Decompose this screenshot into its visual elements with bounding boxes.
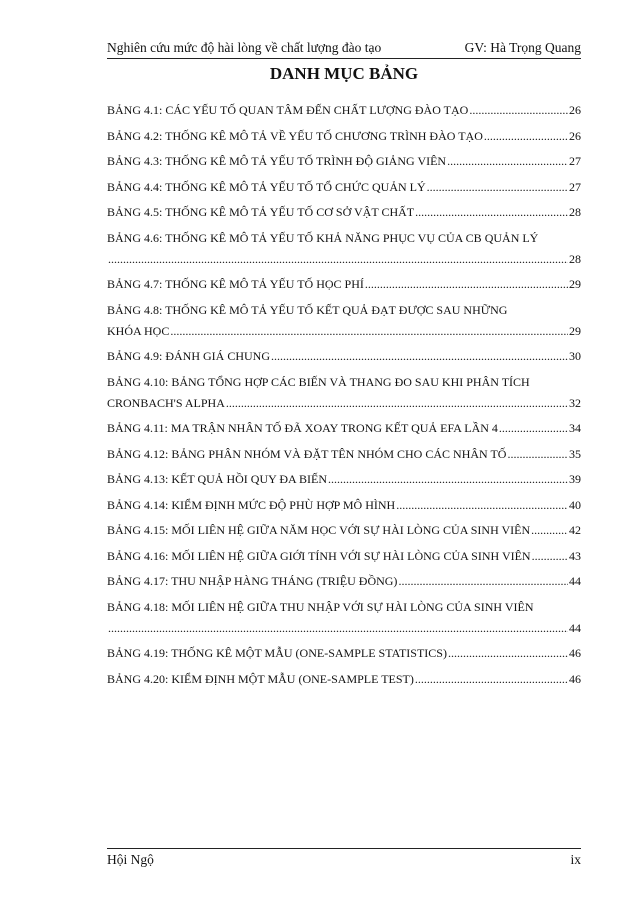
dot-leader [396, 495, 568, 516]
toc-entry[interactable] [107, 228, 581, 270]
dot-leader [469, 100, 568, 121]
toc-entry[interactable] [107, 643, 581, 664]
toc-entry[interactable] [107, 597, 581, 639]
dot-leader [271, 346, 568, 367]
toc-entry-page: 30 [569, 349, 581, 363]
toc-entry-line [107, 571, 581, 592]
toc-entry-line [107, 520, 581, 541]
toc-entry[interactable] [107, 444, 581, 465]
toc-entry-label: BẢNG 4.4: THỐNG KÊ MÔ TẢ YẾU TỐ TỔ CHỨC QUẢN LÝ [107, 179, 426, 194]
dot-leader [484, 126, 568, 147]
toc-entry-page: 27 [569, 154, 581, 168]
toc-entry-label: BẢNG 4.10: BẢNG TỔNG HỢP CÁC BIẾN VÀ THANG ĐO SAU KHI PHÂN TÍCH [107, 374, 530, 389]
toc-entry-page: 27 [569, 179, 581, 194]
toc-entry-line [107, 469, 581, 490]
page-header [107, 40, 581, 58]
toc-entry-label: BẢNG 4.1: CÁC YẾU TỐ QUAN TÂM ĐẾN CHẤT LƯỢNG ĐÀO TẠO [107, 103, 469, 117]
toc-entry-label: BẢNG 4.9: ĐÁNH GIÁ CHUNG [107, 349, 270, 363]
toc-entry-line [107, 546, 581, 567]
dot-leader [415, 669, 568, 690]
header-rule [107, 58, 581, 59]
toc-entry-label-continued: KHÓA HỌC [107, 323, 170, 338]
toc-entry-page: 39 [569, 472, 581, 486]
toc-entry-page: 40 [569, 497, 581, 512]
toc-entry-line [107, 126, 581, 147]
toc-entry-label: BẢNG 4.8: THỐNG KÊ MÔ TẢ YẾU TỐ KẾT QUẢ ĐẠT ĐƯỢC SAU NHỮNG [107, 302, 508, 317]
header-lecturer: GV: Hà Trọng Quang [464, 40, 581, 55]
toc-entry[interactable] [107, 495, 581, 516]
toc-entry-label: BẢNG 4.5: THỐNG KÊ MÔ TẢ YẾU TỐ CƠ SỞ VẬT CHẤT [107, 205, 415, 219]
dot-leader [448, 643, 568, 664]
dot-leader [365, 274, 568, 295]
toc-entry-line [107, 202, 581, 223]
header-document-title: Nghiên cứu mức độ hài lòng về chất lượng đào tạo [107, 40, 382, 55]
toc-entry-label: BẢNG 4.11: MA TRẬN NHÂN TỐ ĐÃ XOAY TRONG KẾT QUẢ EFA LẦN 4 [107, 421, 498, 435]
dot-leader [170, 321, 568, 342]
dot-leader [108, 249, 568, 270]
dot-leader [108, 618, 568, 639]
toc-entry-page: 32 [569, 395, 581, 410]
toc-entry-page: 29 [569, 277, 581, 291]
toc-entry[interactable] [107, 202, 581, 223]
toc-entry-page: 28 [569, 205, 581, 219]
toc-entry[interactable] [107, 274, 581, 295]
toc-entry-label: BẢNG 4.6: THỐNG KÊ MÔ TẢ YẾU TỐ KHẢ NĂNG PHỤC VỤ CỦA CB QUẢN LÝ [107, 230, 539, 245]
toc-entry[interactable] [107, 346, 581, 367]
toc-entry[interactable] [107, 372, 581, 414]
toc-entry-label: BẢNG 4.15: MỐI LIÊN HỆ GIỮA NĂM HỌC VỚI SỰ HÀI LÒNG CỦA SINH VIÊN [107, 523, 531, 537]
toc-entry-label-continued: CRONBACH'S ALPHA [107, 395, 225, 410]
toc-entry-page: 29 [569, 323, 581, 338]
toc-entry-line [107, 495, 581, 516]
toc-entry-label: BẢNG 4.19: THỐNG KÊ MỘT MẪU (ONE-SAMPLE STATISTICS) [107, 646, 447, 660]
toc-entry-label: BẢNG 4.14: KIỂM ĐỊNH MỨC ĐỘ PHÙ HỢP MÔ HÌNH [107, 497, 396, 512]
toc-entry-page: 43 [569, 548, 581, 563]
toc-entry-line [107, 669, 581, 690]
toc-entry[interactable] [107, 469, 581, 490]
toc-entry-line [107, 418, 581, 439]
toc-entry-label: BẢNG 4.16: MỐI LIÊN HỆ GIỮA GIỚI TÍNH VỚI SỰ HÀI LÒNG CỦA SINH VIÊN [107, 548, 531, 563]
toc-entry-label: BẢNG 4.20: KIỂM ĐỊNH MỘT MẪU (ONE-SAMPLE TEST) [107, 671, 414, 686]
toc-entry-page: 46 [569, 671, 581, 686]
dot-leader [531, 520, 568, 541]
toc-entry-page: 42 [569, 523, 581, 537]
dot-leader [499, 418, 568, 439]
toc-entry-line [107, 346, 581, 367]
toc-entry[interactable] [107, 177, 581, 198]
dot-leader [447, 151, 568, 172]
dot-leader [427, 177, 568, 198]
toc-entry-line [107, 643, 581, 664]
toc-entry-page: 35 [569, 446, 581, 461]
table-list [107, 100, 581, 694]
toc-entry-line [107, 100, 581, 121]
toc-entry-label: BẢNG 4.18: MỐI LIÊN HỆ GIỮA THU NHẬP VỚI SỰ HÀI LÒNG CỦA SINH VIÊN [107, 599, 534, 614]
toc-entry-page: 46 [569, 646, 581, 660]
toc-entry-label: BẢNG 4.13: KẾT QUẢ HỒI QUY ĐA BIẾN [107, 472, 327, 486]
toc-entry[interactable] [107, 571, 581, 592]
toc-entry-page: 44 [569, 620, 581, 635]
toc-entry[interactable] [107, 418, 581, 439]
toc-entry-line [107, 618, 581, 639]
dot-leader [532, 546, 568, 567]
toc-entry-page: 26 [569, 103, 581, 117]
dot-leader [507, 444, 568, 465]
toc-entry-line [107, 274, 581, 295]
dot-leader [226, 393, 568, 414]
toc-entry-line [107, 444, 581, 465]
toc-entry-line [107, 177, 581, 198]
page-number: ix [570, 852, 581, 867]
toc-entry-page: 28 [569, 251, 581, 266]
toc-entry-label: BẢNG 4.17: THU NHẬP HÀNG THÁNG (TRIỆU ĐỒNG) [107, 574, 398, 588]
dot-leader [328, 469, 568, 490]
toc-entry-page: 26 [569, 128, 581, 143]
page-title: DANH MỤC BẢNG [269, 64, 419, 83]
toc-entry-label: BẢNG 4.2: THỐNG KÊ MÔ TẢ VỀ YẾU TỐ CHƯƠNG TRÌNH ĐÀO TẠO [107, 128, 483, 143]
dot-leader [398, 571, 568, 592]
toc-entry[interactable] [107, 151, 581, 172]
toc-entry[interactable] [107, 546, 581, 567]
toc-entry-label: BẢNG 4.3: THỐNG KÊ MÔ TẢ YẾU TỐ TRÌNH ĐỘ GIẢNG VIÊN [107, 154, 447, 168]
toc-entry-page: 34 [569, 421, 581, 435]
toc-entry[interactable] [107, 300, 581, 342]
toc-entry-line [107, 321, 581, 342]
dot-leader [415, 202, 568, 223]
footer-author: Hội Ngộ [107, 852, 154, 867]
footer-rule [107, 848, 581, 849]
toc-entry[interactable] [107, 669, 581, 690]
toc-entry[interactable] [107, 100, 581, 121]
toc-entry[interactable] [107, 520, 581, 541]
toc-entry-line [107, 151, 581, 172]
toc-entry-label: BẢNG 4.12: BẢNG PHÂN NHÓM VÀ ĐẶT TÊN NHÓM CHO CÁC NHÂN TỐ [107, 446, 507, 461]
toc-entry-page: 44 [569, 574, 581, 588]
toc-entry-label: BẢNG 4.7: THỐNG KÊ MÔ TẢ YẾU TỐ HỌC PHÍ [107, 277, 364, 291]
toc-entry-line [107, 249, 581, 270]
toc-entry[interactable] [107, 126, 581, 147]
toc-entry-line [107, 393, 581, 414]
